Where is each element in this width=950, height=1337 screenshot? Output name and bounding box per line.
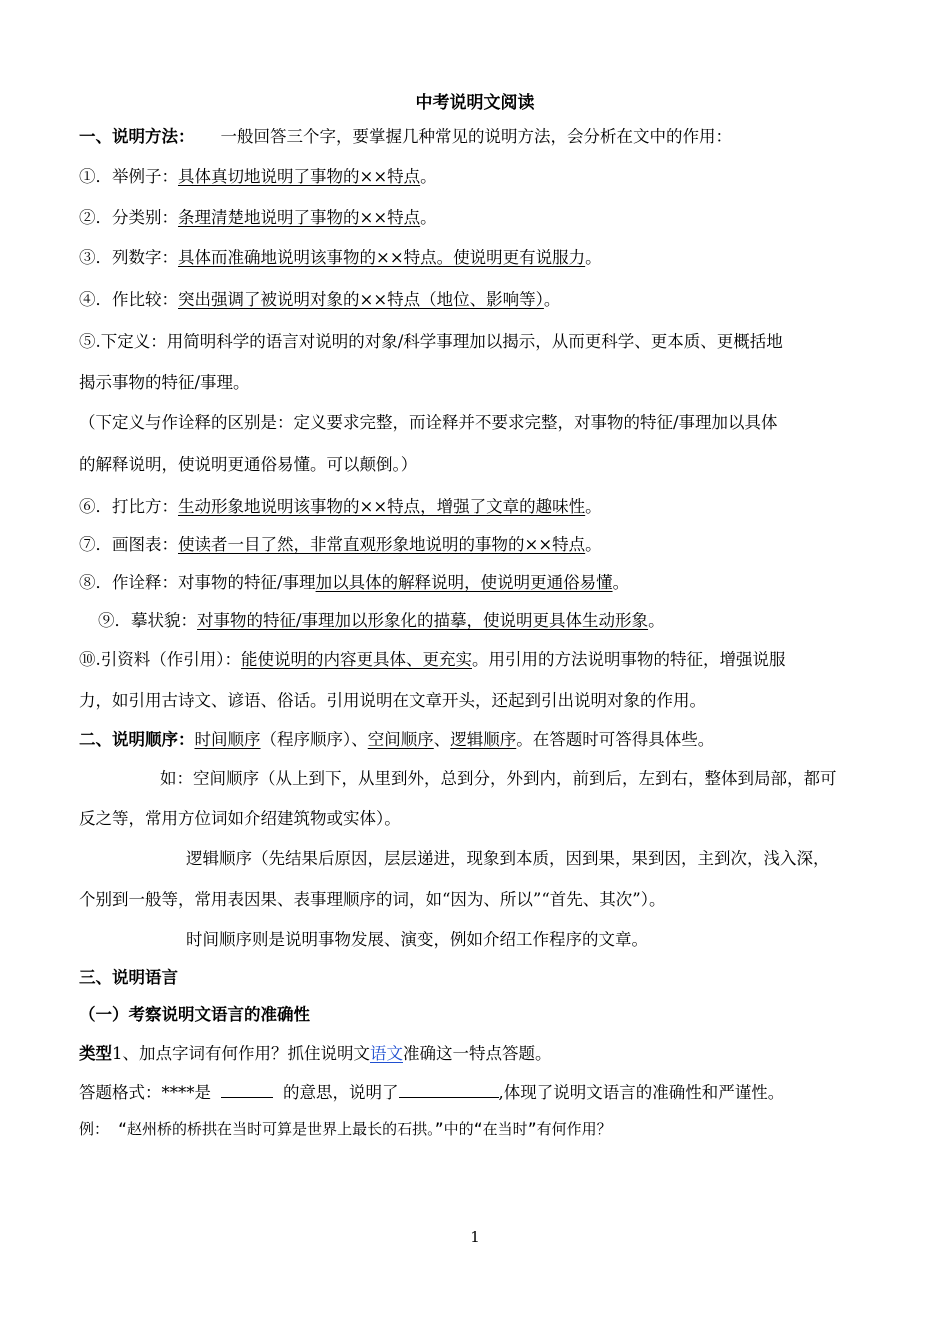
order-logic: 逻辑顺序 [450, 730, 517, 749]
method-item-5-line2: 揭示事物的特征/事理。 [79, 373, 250, 392]
method-tail: 。 [585, 497, 602, 516]
method-label: ①．举例子： [79, 167, 178, 186]
method-label: ②．分类别： [79, 208, 178, 227]
order-space: 空间顺序 [367, 730, 434, 749]
method-text: 具体真切地说明了事物的××特点 [178, 167, 421, 186]
method-tail: 。 [612, 573, 630, 592]
method-text: 突出强调了被说明对象的××特点（地位、影响等） [178, 290, 544, 309]
method-label: ⑩.引资料（作引用）： [79, 650, 241, 669]
method-text: 能使说明的内容更具体、更充实 [241, 650, 472, 669]
section1-intro: 一般回答三个字，要掌握几种常见的说明方法，会分析在文中的作用： [220, 127, 732, 146]
format-pre: 答题格式：****是 [79, 1083, 211, 1102]
answer-format-line [79, 1081, 879, 1104]
example-line: 例： “赵州桥的桥拱在当时可算是世界上最长的石拱。”中的“在当时”有何作用？ [79, 1120, 612, 1138]
method-item-6 [79, 496, 879, 518]
definition-note-line2: 的解释说明，使说明更通俗易懂。可以颠倒。） [79, 455, 418, 474]
method-item-10-line2: 力，如引用古诗文、谚语、俗话。引用说明在文章开头，还起到引出说明对象的作用。 [79, 691, 706, 710]
section1-heading: 一、说明方法： [79, 127, 195, 146]
answer-blank-1 [221, 1081, 273, 1098]
method-tail: 。 [420, 208, 437, 227]
method-text: 条理清楚地说明了事物的××特点 [178, 208, 421, 227]
method-text: 具体而准确地说明该事物的××特点。使说明更有说服力 [178, 248, 586, 267]
method-item-1 [79, 166, 879, 188]
method-tail: 。 [585, 248, 602, 267]
format-mid: 的意思，说明了 [283, 1083, 399, 1102]
method-label: ⑥．打比方： [79, 497, 178, 516]
order-tail: 。在答题时可答得具体些。 [516, 730, 715, 749]
method-item-5-line1: ⑤.下定义：用简明科学的语言对说明的对象/科学事理加以揭示，从而更科学、更本质、更概括地 [79, 332, 783, 351]
spatial-order-line2: 反之等，常用方位词如介绍建筑物或实体）。 [79, 809, 401, 828]
method-tail: 。 [543, 290, 561, 309]
type-tail: 准确这一特点答题。 [403, 1044, 552, 1063]
method-tail: 。 [648, 611, 665, 630]
page-number: 1 [470, 1228, 480, 1246]
method-item-10-line1 [79, 649, 879, 671]
type1-line [79, 1043, 879, 1065]
method-pre: 对事物的特征/事理 [178, 573, 316, 592]
method-text: 加以具体的解释说明，使说明更通俗易懂 [315, 573, 613, 592]
method-label: ⑧．作诠释： [79, 573, 178, 592]
time-order-line: 时间顺序则是说明事物发展、演变，例如介绍工作程序的文章。 [186, 930, 648, 949]
method-label: ④．作比较： [79, 290, 178, 309]
method-tail: 。 [420, 167, 437, 186]
method-label: ⑨．摹状貌： [98, 611, 197, 630]
method-item-3 [79, 247, 879, 269]
method-item-8 [79, 572, 879, 594]
method-text: 使读者一目了然，非常直观形象地说明的事物的××特点 [178, 535, 586, 554]
definition-note-line1: （下定义与作诠释的区别是：定义要求完整，而诠释并不要求完整，对事物的特征/事理加以具体 [79, 413, 778, 432]
method-item-4 [79, 289, 879, 311]
order-paren: （程序顺序）、 [260, 730, 368, 749]
method-text: 对事物的特征/事理加以形象化的描摹，使说明更具体生动形象 [197, 611, 649, 630]
method-tail: 。 [585, 535, 602, 554]
order-sep: 、 [433, 730, 451, 749]
section2-line [79, 729, 879, 751]
method-tail: 。用引用的方法说明事物的特征，增强说服 [472, 650, 786, 669]
document-title: 中考说明文阅读 [415, 93, 535, 113]
method-item-2 [79, 207, 879, 229]
method-item-7 [79, 534, 879, 556]
spatial-order-line1: 如：空间顺序（从上到下，从里到外，总到分，外到内，前到后，左到右，整体到局部，都可 [160, 769, 837, 788]
section3-heading: 三、说明语言 [79, 968, 178, 987]
method-label: ⑦．画图表： [79, 535, 178, 554]
order-time: 时间顺序 [194, 730, 261, 749]
method-text: 生动形象地说明该事物的××特点，增强了文章的趣味性 [178, 497, 586, 516]
yuwen-link[interactable]: 语文 [370, 1044, 403, 1063]
section2-heading: 二、说明顺序： [79, 730, 195, 749]
logic-order-line1: 逻辑顺序（先结果后原因，层层递进，现象到本质，因到果，果到因，主到次，浅入深， [186, 849, 830, 868]
section3-subheading: （一）考察说明文语言的准确性 [79, 1005, 310, 1024]
method-label: ③．列数字： [79, 248, 178, 267]
logic-order-line2: 个别到一般等，常用表因果、表事理顺序的词，如“因为、所以”“首先、其次”）。 [79, 890, 666, 909]
method-item-9 [98, 610, 898, 632]
type-label: 类型 [79, 1044, 112, 1063]
type-text: 1、加点字词有何作用？抓住说明文 [112, 1044, 370, 1063]
section1-intro-line [79, 126, 879, 148]
answer-blank-2 [399, 1081, 499, 1098]
format-tail: ,体现了说明文语言的准确性和严谨性。 [498, 1083, 785, 1102]
